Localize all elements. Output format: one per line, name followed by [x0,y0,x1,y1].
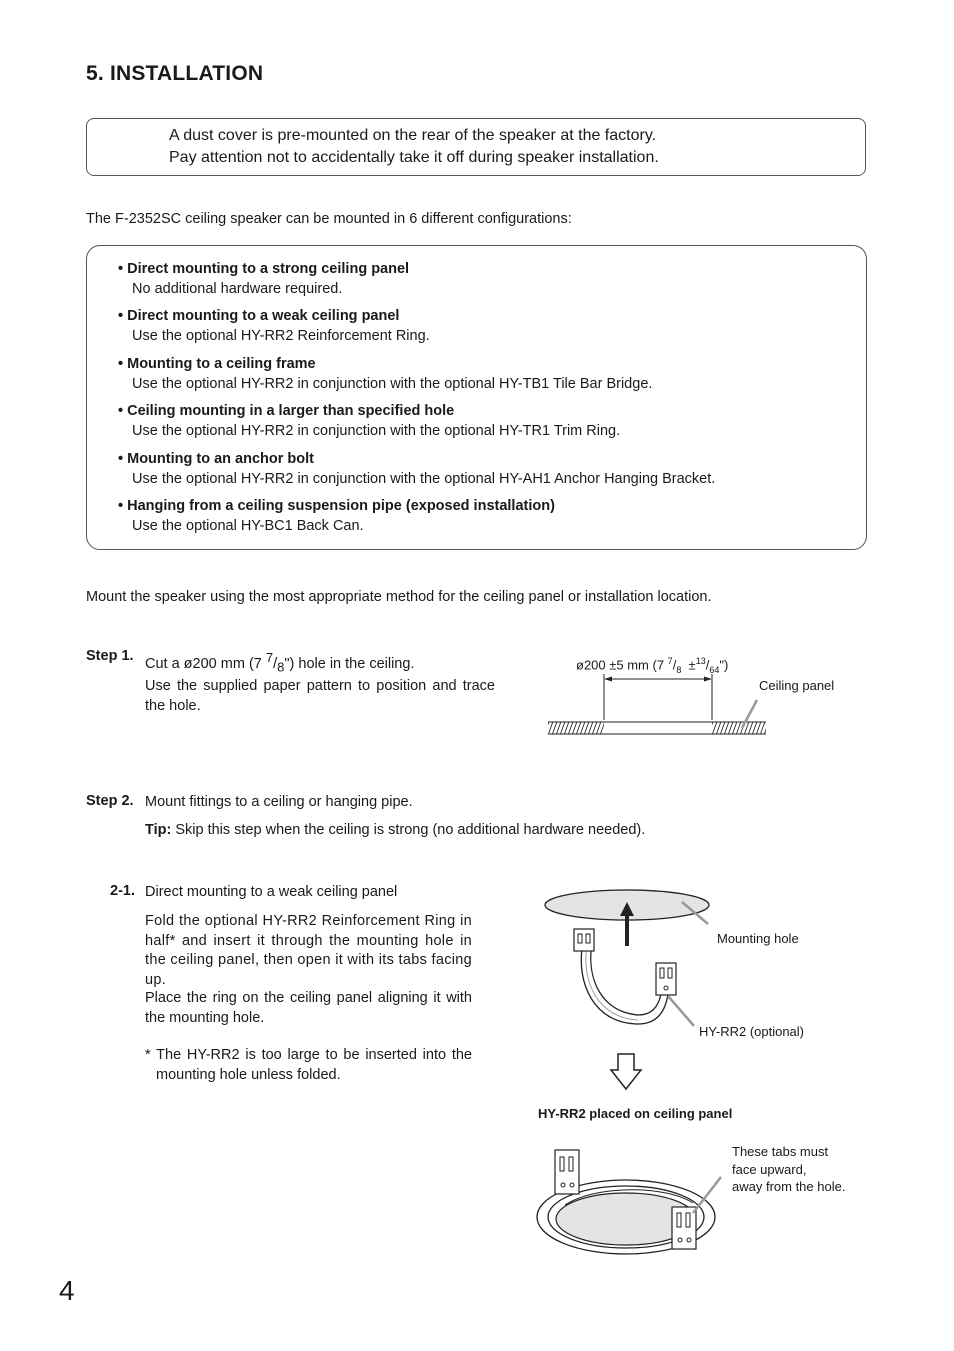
config-desc: Use the optional HY-RR2 in conjunction with the optional HY-TB1 Tile Bar Bridge. [132,375,653,392]
section-title: 5. INSTALLATION [86,62,264,85]
dust-cover-notice [86,118,866,176]
ring-placed-diagram [535,1145,725,1257]
config-title: • Ceiling mounting in a larger than specified hole [118,402,620,422]
step1-label: Step 1. [86,648,134,664]
config-desc: Use the optional HY-RR2 in conjunction with the optional HY-AH1 Anchor Hanging Bracket. [132,470,716,487]
ceiling-panel-label: Ceiling panel [759,678,835,693]
config-item [118,355,652,394]
step1-line1: Cut a ø200 mm (7 $^7/_8$") hole in the ceiling. [145,650,415,675]
notice-line-1: A dust cover is pre-mounted on the rear of the speaker at the factory. [169,127,657,144]
config-item [118,497,555,536]
config-desc: Use the optional HY-RR2 Reinforcement Ring. [132,327,430,344]
intro-text: The F-2352SC ceiling speaker can be mounted in 6 different configurations: [86,211,572,227]
mounting-hole-label: Mounting hole [717,931,799,946]
tip-text: Skip this step when the ceiling is strong (no additional hardware needed). [171,822,646,838]
page-number: 4 [59,1275,75,1306]
config-desc: Use the optional HY-BC1 Back Can. [132,517,364,534]
step1-text [145,648,495,716]
tabs-note: These tabs must face upward, away from the hole. [732,1144,846,1194]
ring-insertion-diagram [540,884,740,1094]
config-item [118,450,715,489]
step1-line2: Use the supplied paper pattern to position and trace the hole. [145,678,495,714]
config-title: • Mounting to an anchor bolt [118,450,715,470]
ceiling-hole-diagram [546,672,771,738]
placed-caption: HY-RR2 placed on ceiling panel [538,1106,733,1121]
config-item [118,402,620,441]
ring-label: HY-RR2 (optional) [699,1024,805,1039]
step2-1-title: Direct mounting to a weak ceiling panel [145,884,398,900]
configurations-box [86,245,867,550]
notice-line-2: Pay attention not to accidentally take it off during speaker installation. [169,149,659,166]
step2-1-label: 2-1. [110,883,135,899]
config-desc: No additional hardware required. [132,280,343,297]
config-title: • Direct mounting to a weak ceiling panel [118,307,430,327]
step2-1-para1: Fold the optional HY-RR2 Reinforcement Ring in half* and insert it through the mounting hole in the ceiling panel, then open it with its tabs facing up. [145,913,472,988]
step2-label: Step 2. [86,793,134,809]
step2-tip [145,821,645,841]
mount-advice: Mount the speaker using the most appropriate method for the ceiling panel or installation location. [86,589,712,605]
config-title: • Hanging from a ceiling suspension pipe (exposed installation) [118,497,555,517]
tip-label: Tip: [145,822,172,838]
config-title: • Mounting to a ceiling frame [118,355,652,375]
step2-text: Mount fittings to a ceiling or hanging pipe. [145,794,413,810]
step2-1-footnote: * The HY-RR2 is too large to be inserted into the mounting hole unless folded. [145,1047,472,1083]
hole-dimension-label: ø200 ±5 mm (7 $^7/_8$ $\pm^{13}/_{64}$") [576,656,729,675]
step2-1-para2: Place the ring on the ceiling panel aligning it with the mounting hole. [145,990,472,1026]
config-title: • Direct mounting to a strong ceiling panel [118,260,409,280]
config-item [118,260,409,299]
config-item [118,307,430,346]
config-desc: Use the optional HY-RR2 in conjunction with the optional HY-TR1 Trim Ring. [132,422,621,439]
